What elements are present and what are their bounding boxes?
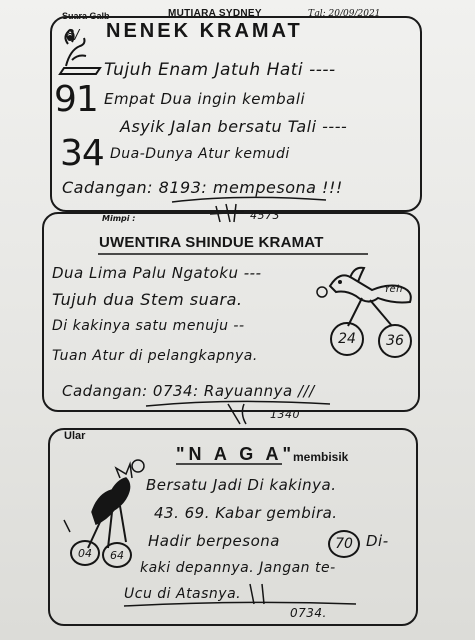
section2-title: UWENTIRA SHINDUE KRAMAT	[99, 234, 324, 251]
section2-tag: Mimpi :	[102, 214, 136, 223]
section3-line-2: 43. 69. Kabar gembira.	[154, 504, 338, 522]
section2-circle-2: 36	[378, 324, 412, 358]
header-left-label: Suara Galb	[62, 11, 110, 21]
section3-line-5: kaki depannya. Jangan te-	[140, 560, 336, 576]
section1-below-number: 4573	[250, 209, 280, 222]
section1-title: NENEK KRAMAT	[106, 20, 303, 42]
section1-line-4: Dua-Dunya Atur kemudi	[110, 146, 290, 162]
section2-below-number: 1340	[270, 408, 300, 421]
bird-tag-label: Yeh	[384, 284, 403, 295]
section3-line-6: Ucu di Atasnya.	[124, 586, 242, 602]
section1-cadangan: Cadangan: 8193: mempesona !!!	[62, 178, 343, 197]
header-date: Tgl: 20/09/2021	[308, 9, 381, 19]
section2-cadangan: Cadangan: 0734: Rayuannya ///	[62, 382, 315, 400]
section1-mark: 8/	[66, 28, 80, 43]
section2-circle-1: 24	[330, 322, 364, 356]
section3-title: "N A G A"	[176, 444, 296, 464]
section3-below-number: 0734.	[290, 606, 327, 620]
section1-line-2: Empat Dua ingin kembali	[104, 90, 306, 108]
section1-line-1: Tujuh Enam Jatuh Hati ----	[104, 60, 336, 80]
section2-line-2: Tujuh dua Stem suara.	[52, 290, 243, 309]
section3-subtitle: membisik	[293, 450, 349, 464]
section2-line-3: Di kakinya satu menuju --	[52, 318, 245, 334]
section3-tag: Ular	[64, 430, 86, 442]
section3-inline-circle: 70	[328, 530, 360, 558]
section3-circle-1: 04	[70, 540, 100, 566]
section3-line-4: Di-	[366, 532, 389, 550]
section3-line-3: Hadir berpesona	[148, 532, 280, 550]
section1-line-3: Asyik Jalan bersatu Tali ----	[120, 117, 348, 136]
header-title: MUTIARA SYDNEY	[168, 8, 262, 19]
section3-line-1: Bersatu Jadi Di kakinya.	[146, 476, 337, 494]
section1-number-2: 34	[60, 133, 104, 174]
section2-line-4: Tuan Atur di pelangkapnya.	[52, 348, 258, 364]
section2-line-1: Dua Lima Palu Ngatoku ---	[52, 264, 262, 282]
section1-number-1: 91	[54, 79, 98, 120]
section3-circle-2: 64	[102, 542, 132, 568]
